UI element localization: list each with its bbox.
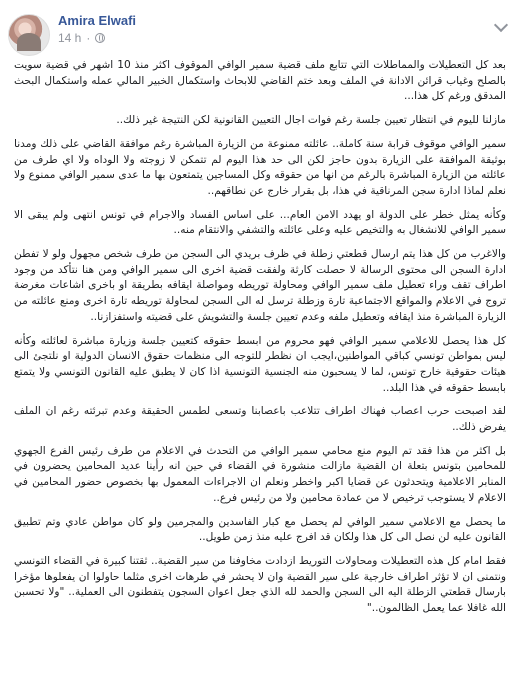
post-time[interactable]: 14 h bbox=[58, 31, 82, 45]
post-paragraph: وكأنه يمثل خطر على الدولة او يهدد الامن العام... على اساس الفساد والاجرام في تونس انتهى ولم يبقى الا سمير الوافي للانشغال به والتخيص عليه وعلى عائلته والتشفي والانتقام منه.. bbox=[14, 208, 506, 237]
post-paragraph: بل اكثر من هذا فقد تم اليوم منع محامي سمير الوافي من التحدث في الاعلام من طرف رئيس الفرع الجهوي للمحامين بتونس بتعلة ان القضية مازالت منشورة في القضاء في حين انه رأينا عديد المحامين يحضرون في المنابر الاعلامية ويتحدثون عن قضايا اكبر واخطر ونعلم ان الاجراءات المعمول بها بخصوص حضور المحامين في الاعلام لا يستوجب ترخيص لا من عمادة محامين ولا من رئيس فرع.. bbox=[14, 444, 506, 504]
post-paragraph: كل هذا يحصل للاعلامي سمير الوافي فهو محروم من ابسط حقوقه كتعيين جلسة وزيارة مباشرة لعائلته وكأنه ليس بمواطن تونسي كباقي المواطنين،ايجب ان نظطر للتوجه الى منظمات حقوق الانسان الدولية او نلتجئ الى هيئات حقوقية خارج تونس، لما لا يسحبون منه الجنسية التونسية اذا كان لا يطبق عليه القانون التونسي ولا يتمتع بابسط حقوقه في هذا البلد.. bbox=[14, 334, 506, 394]
post-paragraph: والاغرب من كل هذا يتم ارسال قطعتي زطلة في ظرف بريدي الى السجن من طرف شخص مجهول ولو لا تفطن ادارة السجن الى محتوى الرسالة لا حصلت كارثة ولفقت قضية اخرى الى سمير الوافي ومن هنا نتأكد من وجود اطراف تقف وراء تعطيل ملف سمير الوافي ومحاولة توريطه ومواصلة ايقافه بطريقة او باخرى اشاعات مغرضة تروج في الاعلام والمواقع الاجتماعية تارة وزطلة ترسل له الى السجن لمحاولة توريطه تارة اخرى ومنع عائلته من الزيارة المباشرة منذ ايقافه وتعطيل ملفه وعدم تعيين جلسة والتشويش على قضيته واستفزازنا.. bbox=[14, 248, 506, 323]
post-paragraph: بعد كل التعطيلات والمماطلات التي تتابع ملف قضية سمير الوافي الموقوف اكثر منذ 10 اشهر في قضية سويت بالصلح وغياب قرائن الادانة في الملف وبعد ختم القاضي للابحاث واستكمال الخبير المالي عمله واستكمال البحث المدقق ورغم كل هذا... bbox=[14, 59, 506, 103]
avatar[interactable] bbox=[8, 14, 50, 56]
post-paragraph: سمير الوافي موقوف قرابة سنة كاملة.. عائلته ممنوعة من الزيارة المباشرة رغم موافقة القاضي على ذلك ومدنا بوثيقة الموافقة على الزيارة بدون حاجز لكن الى حد هذا اليوم لم تتمكن لا زوجته ولا الوداه ولا اي طرف من عائلته من الزيارة المباشرة بالرغم من انها من حقوقه وكل المساجين يتمتعون بها ما عدى سمير الوافي ممنوع ولا نعلم لماذا ادارة سجن المرناقية في هذا، بل بقرار خارج عن نطاقهم.. bbox=[14, 137, 506, 197]
author-name[interactable]: Amira Elwafi bbox=[58, 13, 137, 28]
post-paragraph: لقد اصبحت حرب اعصاب فهناك اطراف تتلاعب باعصابنا وتسعى لطمس الحقيقة وعدم تبرئته رغم ان الملف يفرض ذلك.. bbox=[14, 405, 506, 434]
post-paragraph: فقط امام كل هذه التعطيلات ومحاولات التوريط ازدادت مخاوفنا من سير القضية.. ثقتنا كبيرة في القضاء التونسي ونتمنى ان لا تؤثر اطراف خارجية على سير القضية وان لا يحشر في طرهات اخرى مثلما حاولوا ان يفعلوها مؤخرا بارسال قطعتي الزطلة اليه الى السجن والحمد لله الذي جعل اعوان السجون يتفطنون الى العملية.. "ولا تحسبن الله غافلا عما يعمل الظالمون.." bbox=[14, 554, 506, 615]
post-body bbox=[14, 58, 506, 617]
chevron-down-icon[interactable] bbox=[494, 18, 508, 32]
post-paragraph: مازلنا لليوم في انتظار تعيين جلسة رغم فوات اجال التعيين القانونية لكن النتيجة غير ذلك.. bbox=[116, 114, 506, 127]
post-paragraph: ما يحصل مع الاعلامي سمير الوافي لم يحصل مع كبار الفاسدين والمجرمين ولو كان مواطن عادي وتم تطبيق القانون عليه لن نصل الى كل هذا ولكان قد افرج عليه منذ زمن طويل.. bbox=[14, 515, 506, 544]
post-header bbox=[8, 12, 508, 56]
meta-separator: · bbox=[86, 31, 91, 45]
post-meta bbox=[58, 31, 105, 45]
globe-icon bbox=[95, 33, 105, 43]
